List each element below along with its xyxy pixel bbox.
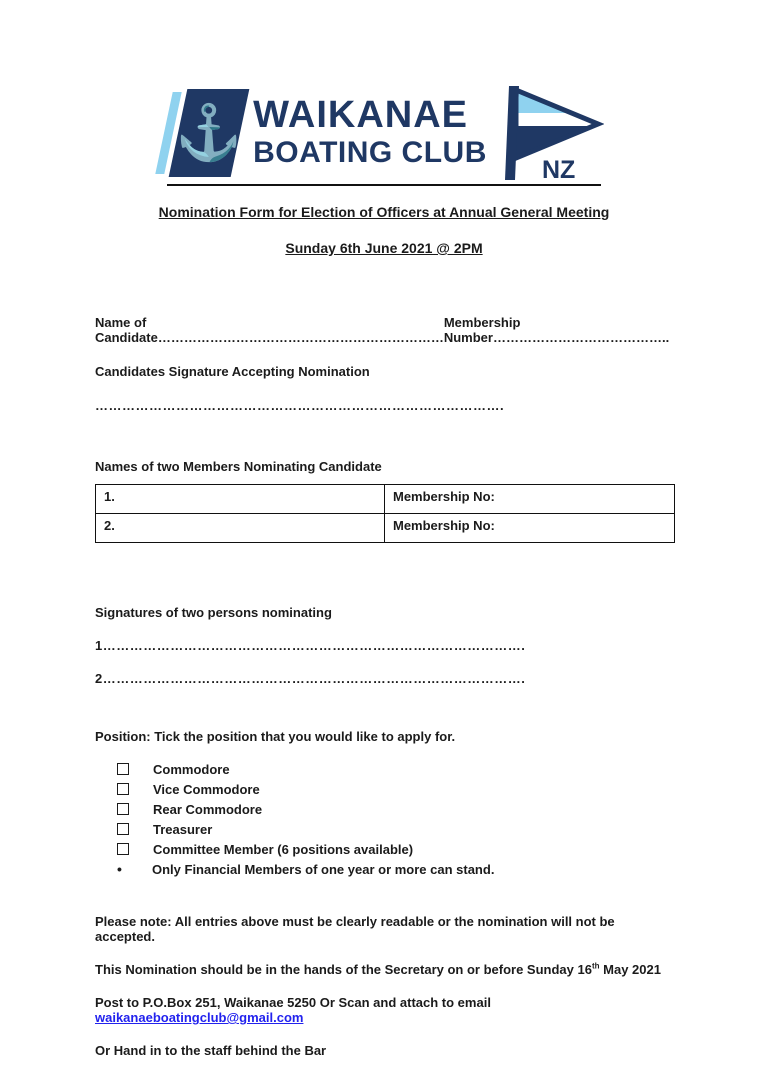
- superscript-th: th: [591, 961, 600, 971]
- list-item: [95, 799, 675, 819]
- nominators-table: [95, 484, 675, 543]
- candidate-signature-line[interactable]: ……………………………………………………………………………….: [95, 398, 505, 413]
- club-name: [253, 93, 487, 170]
- position-options: [95, 759, 675, 879]
- list-item: [95, 859, 675, 879]
- nominator-1-signature-line[interactable]: 1………………………………………………………………………………….: [95, 638, 526, 653]
- signature-accepting-label: Candidates Signature Accepting Nomination: [95, 364, 370, 379]
- nominator-2-signature-line[interactable]: 2………………………………………………………………………………….: [95, 671, 526, 686]
- nominators-heading: Names of two Members Nominating Candidate: [95, 459, 382, 474]
- membership-number-field[interactable]: Membership Number…………………………………..: [443, 315, 670, 345]
- club-name-line2: BOATING CLUB: [253, 135, 487, 169]
- checkbox-icon[interactable]: [117, 803, 129, 815]
- list-item: [95, 779, 675, 799]
- nominator-1-membership-cell[interactable]: Membership No:: [385, 485, 675, 514]
- please-note-text: Please note: All entries above must be clearly readable or the nomination will not be accepted.: [95, 914, 615, 944]
- list-item: [95, 839, 675, 859]
- nominator-1-name-cell[interactable]: 1.: [96, 485, 385, 514]
- position-heading: Position: Tick the position that you would like to apply for.: [95, 729, 456, 744]
- checkbox-icon[interactable]: [117, 823, 129, 835]
- bullet-icon: •: [117, 861, 122, 877]
- checkbox-icon[interactable]: [117, 783, 129, 795]
- nominator-2-name-cell[interactable]: 2.: [96, 514, 385, 543]
- option-label-treasurer: Treasurer: [153, 821, 213, 837]
- nominator-2-membership-cell[interactable]: Membership No:: [385, 514, 675, 543]
- email-link[interactable]: waikanaeboatingclub@gmail.com: [95, 1010, 304, 1025]
- table-row: [96, 485, 675, 514]
- anchor-icon: ⚓: [175, 103, 243, 163]
- hand-in-text: Or Hand in to the staff behind the Bar: [95, 1043, 327, 1058]
- nz-label: NZ: [541, 156, 576, 180]
- option-label-committee-member: Committee Member (6 positions available): [153, 841, 414, 857]
- list-item: [95, 759, 675, 779]
- pennant-flag-icon: [500, 86, 604, 180]
- club-logo: [167, 86, 601, 186]
- option-label-vice-commodore: Vice Commodore: [153, 781, 260, 797]
- list-item: [95, 819, 675, 839]
- emblem-parallelogram: [169, 89, 250, 177]
- table-row: [96, 514, 675, 543]
- option-label-commodore: Commodore: [153, 761, 230, 777]
- postal-instructions-text: Post to P.O.Box 251, Waikanae 5250 Or Scan and attach to email waikanaeboatingclub@gmail.com: [95, 995, 491, 1025]
- signatures-heading: Signatures of two persons nominating: [95, 605, 332, 620]
- anchor-emblem: [164, 89, 243, 177]
- checkbox-icon[interactable]: [117, 843, 129, 855]
- form-subtitle: Sunday 6th June 2021 @ 2PM: [285, 240, 483, 256]
- candidate-name-field[interactable]: Name of Candidate…………………………………………………………: [95, 315, 444, 345]
- club-name-line1: WAIKANAE: [253, 93, 469, 136]
- deadline-text: This Nomination should be in the hands of the Secretary on or before Sunday 16th May 2021: [95, 961, 661, 977]
- option-label-rear-commodore: Rear Commodore: [153, 801, 263, 817]
- checkbox-icon[interactable]: [117, 763, 129, 775]
- form-title: Nomination Form for Election of Officers at Annual General Meeting: [158, 204, 610, 220]
- financial-members-note: Only Financial Members of one year or more can stand.: [152, 861, 495, 877]
